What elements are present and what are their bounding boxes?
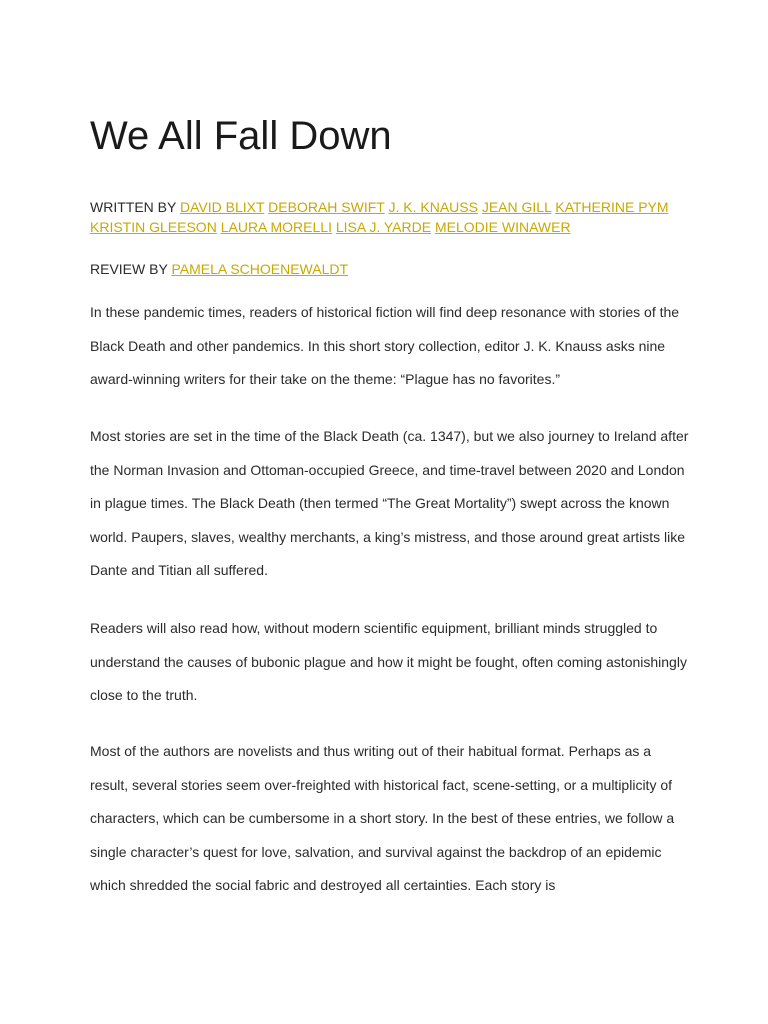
author-link-melodie-winawer[interactable]: MELODIE WINAWER [434, 219, 571, 235]
author-link-jk-knauss[interactable]: J. K. KNAUSS [388, 199, 478, 215]
written-by-line [90, 197, 690, 237]
review-paragraph-2: Most stories are set in the time of the Black Death (ca. 1347), but we also journey to Ireland after the Norman Invasion and Ottoman-occupied Greece, and time-travel between 2020 and London in plague times. The Black Death (then termed “The Great Mortality”) swept across the known world. Paupers, slaves, wealthy merchants, a king’s mistress, and those around great artists like Dante and Titian all suffered. [90, 428, 689, 578]
reviewer-link[interactable]: PAMELA SCHOENEWALDT [171, 261, 349, 277]
review-paragraph-1: In these pandemic times, readers of historical fiction will find deep resonance with stories of the Black Death and other pandemics. In this short story collection, editor J. K. Knauss asks nine award-winning writers for their take on the theme: “Plague has no favorites.” [90, 304, 680, 387]
author-link-david-blixt[interactable]: DAVID BLIXT [179, 199, 265, 215]
review-paragraph-3: Readers will also read how, without modern scientific equipment, brilliant minds struggled to understand the causes of bubonic plague and how it might be fought, often coming astonishingly close to the truth. [90, 620, 687, 703]
page-title: We All Fall Down [90, 114, 392, 158]
author-link-kristin-gleeson[interactable]: KRISTIN GLEESON [90, 219, 217, 235]
author-link-katherine-pym[interactable]: KATHERINE PYM [555, 199, 669, 215]
author-link-lisa-j-yarde[interactable]: LISA J. YARDE [335, 219, 432, 235]
author-link-jean-gill[interactable]: JEAN GILL [481, 199, 552, 215]
review-by-label: REVIEW BY [90, 261, 168, 277]
written-by-label: WRITTEN BY [90, 199, 177, 215]
review-paragraph-4: Most of the authors are novelists and thus writing out of their habitual format. Perhaps as a result, several stories seem over-freighted with historical fact, scene-setting, or a multiplicity of characters, which can be cumbersome in a short story. In the best of these entries, we follow a single character’s quest for love, salvation, and survival against the backdrop of an epidemic which shredded the social fabric and destroyed all certainties. Each story is [90, 743, 675, 893]
author-link-deborah-swift[interactable]: DEBORAH SWIFT [268, 199, 385, 215]
review-by-line [90, 259, 690, 279]
author-link-laura-morelli[interactable]: LAURA MORELLI [220, 219, 332, 235]
